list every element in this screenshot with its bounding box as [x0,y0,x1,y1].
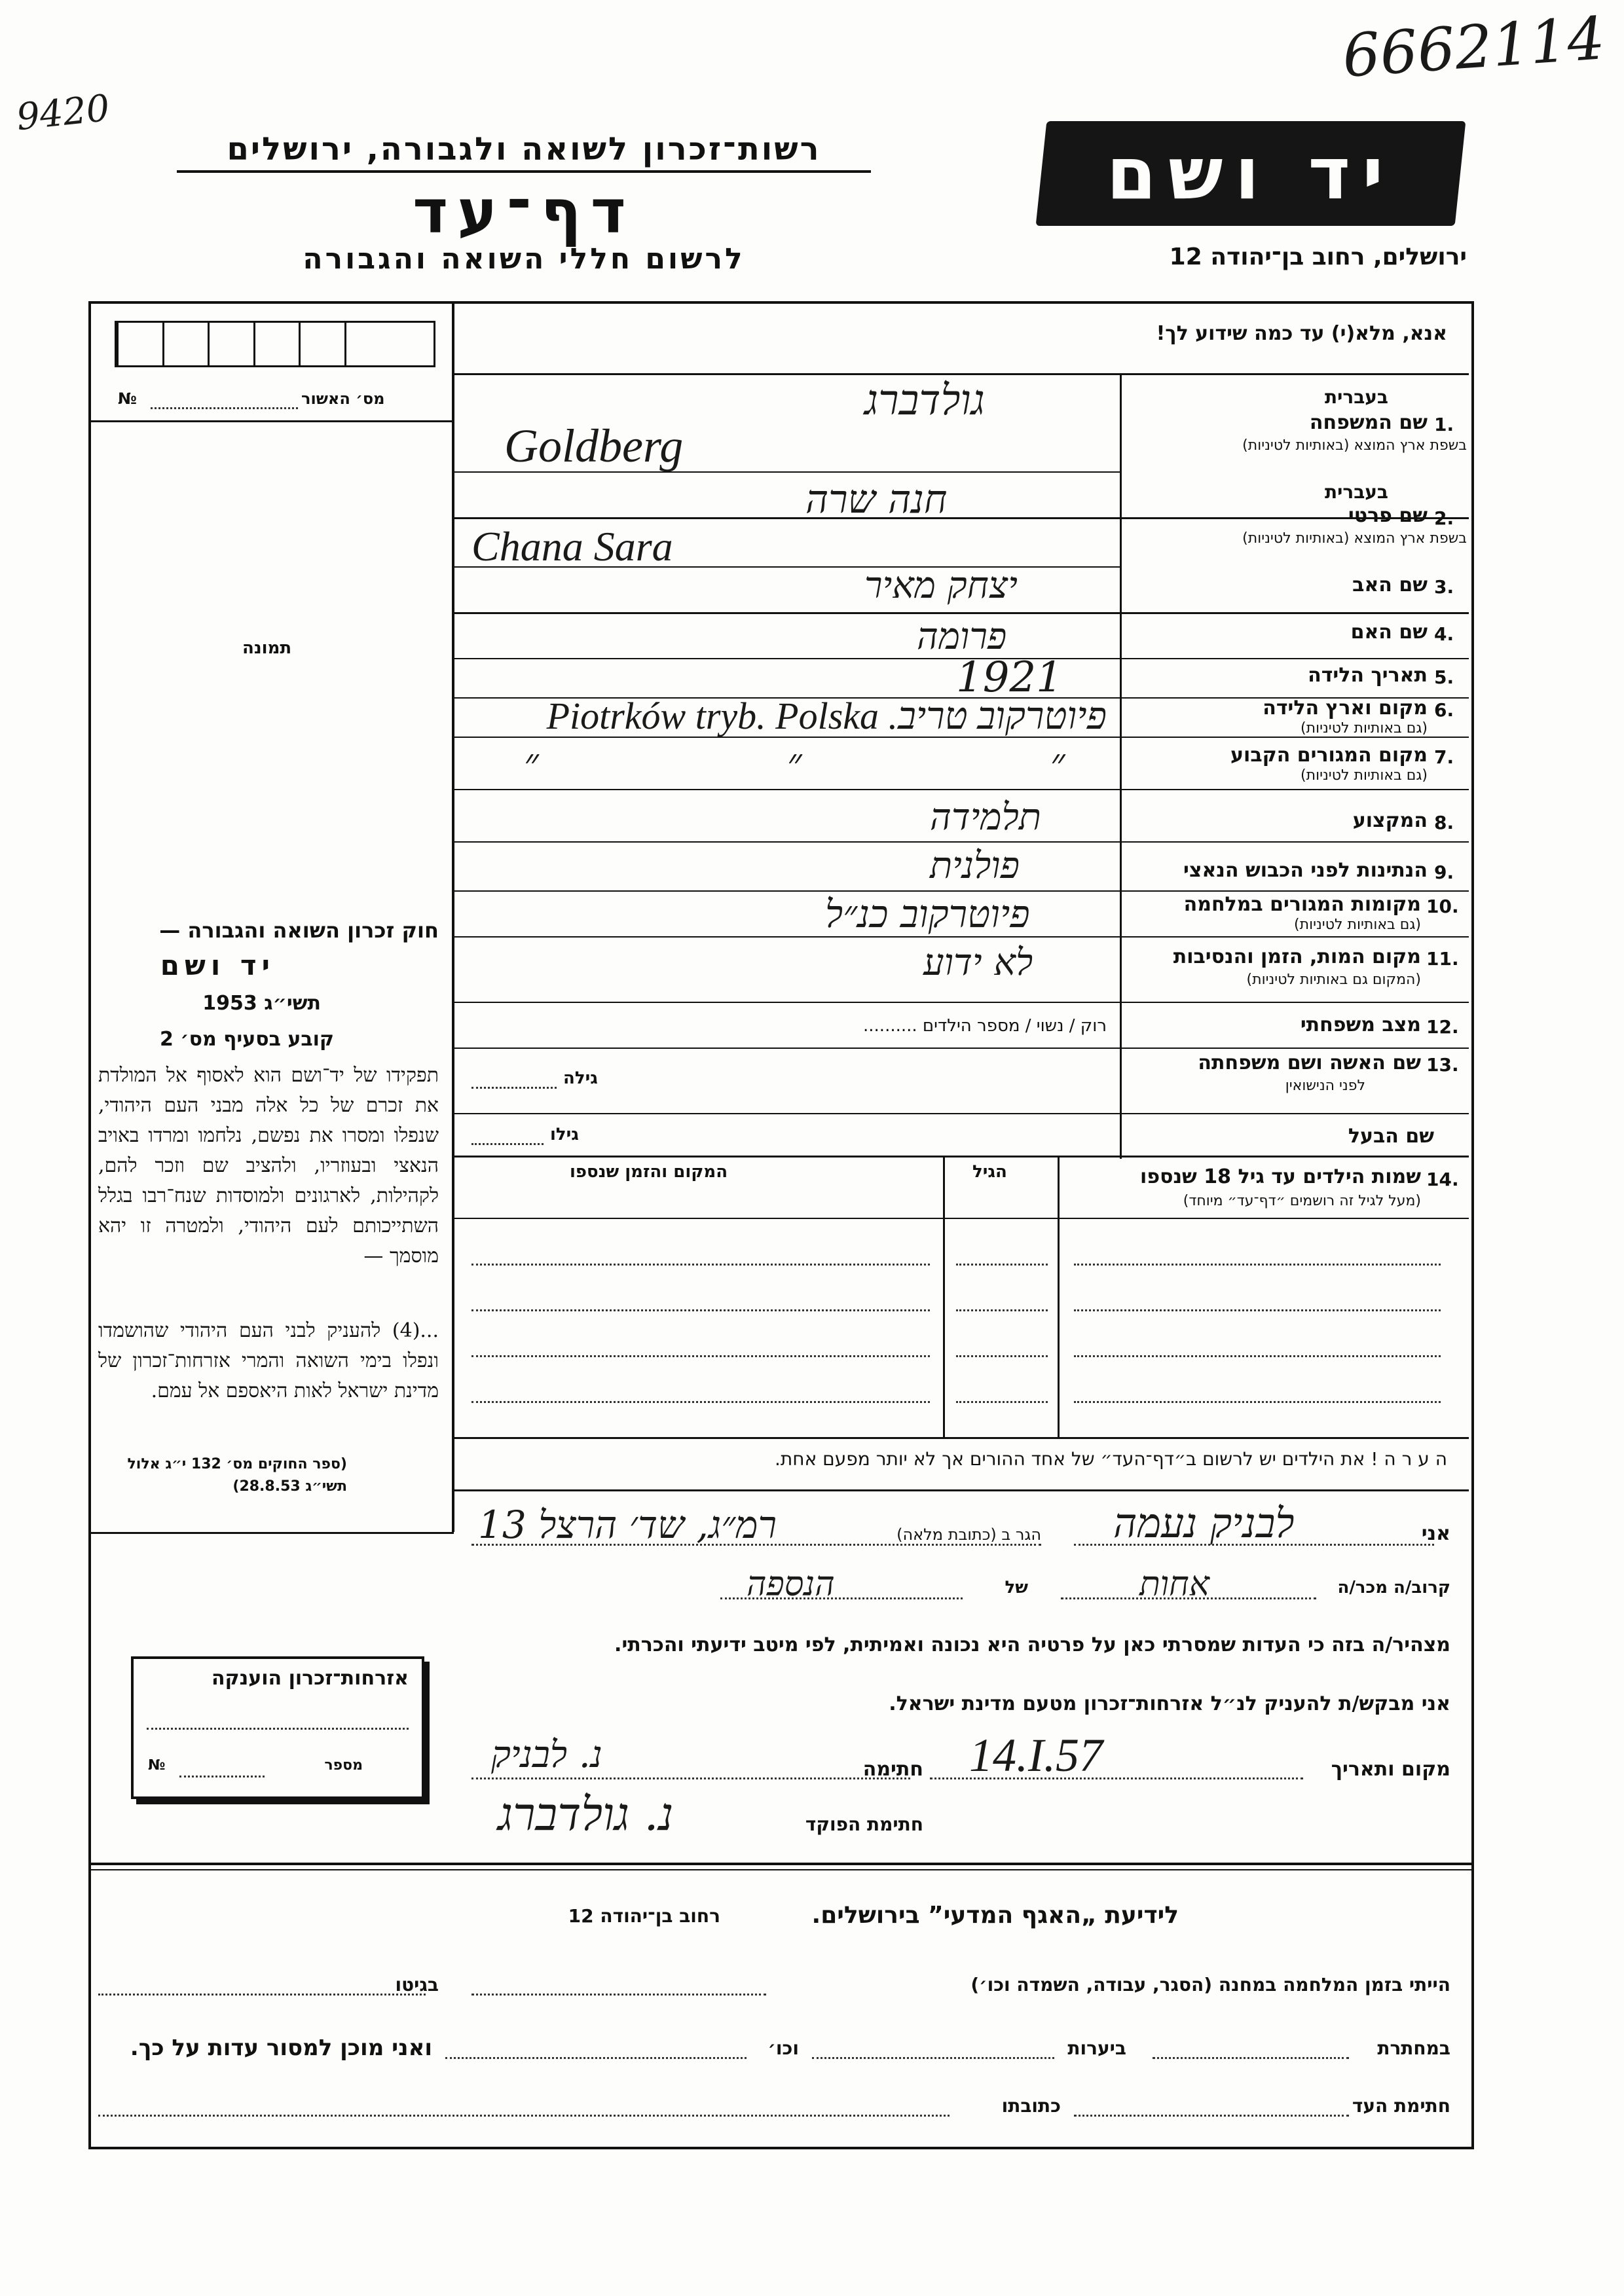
field-2-value-latin: Chana Sara [471,523,673,570]
form-title: דף־עד [413,177,635,247]
officer-signature: נ. גולדברג [498,1787,674,1841]
field-4-label: שם האם [1350,621,1428,644]
law-title: חוק זכרון השואה והגבורה — [159,918,439,943]
field-8-label: המקצוע [1352,809,1428,832]
form-instruction: אנא, מלא(י) עד כמה שידוע לך! [1156,322,1447,345]
declaration-residing: הגר ב (כתובת מלאה) [896,1525,1041,1544]
header-address: ירושלים, רחוב בן־יהודה 12 [1169,244,1467,270]
declarant-relation: אחות [1139,1565,1209,1604]
declaration-i-am: אני [1421,1522,1450,1545]
husband-label: שם הבעל [1348,1125,1434,1148]
field-8-num: 8. [1434,812,1454,833]
declaration-date: 14.I.57 [969,1729,1103,1781]
footer-heading: לידיעת „האגף המדעי” בירושלים. [811,1902,1179,1929]
declarant-signature: נ. לבניק [491,1734,602,1776]
children-place-column: המקום והזמן שנספו [570,1162,728,1182]
field-5-value: 1921 [956,653,1063,702]
hebrew-label-1: בעברית [1324,386,1388,408]
declaration-request: אני מבקש/ת להעניק לנ״ל אזרחות־זכרון מטעם מדינת ישראל. [889,1692,1450,1715]
field-7-latin-hint: (גם באותיות לטיניות) [1301,767,1428,784]
photo-label: תמונה [242,638,292,658]
field-6-label: מקום וארץ הלידה [1263,697,1428,720]
field-14-num: 14. [1426,1169,1459,1190]
citizenship-title: אזרחות־זכרון הוענקה [211,1667,409,1690]
field-11-sub: (המקום גם באותיות לטיניות) [1246,972,1421,988]
field-7-label: מקום המגורים הקבוע [1230,744,1428,767]
form-subtitle: לרשום חללי השואה והגבורה [303,242,745,276]
field-9-value: פולנית [930,845,1020,887]
field-9-num: 9. [1434,862,1454,883]
field-6-num: 6. [1434,699,1454,721]
footer-line2-testimony: ואני מוכן למסור עדות על כך. [130,2035,432,2061]
law-name: יד ושם [160,949,275,981]
field-6-latin-hint: (גם באותיות לטיניות) [1301,720,1428,737]
law-year: תשי״ג 1953 [202,992,321,1015]
field-2-value-hebrew: חנה שרה [805,477,948,522]
declaration-statement: מצהיר/ה בזה כי העדות שמסרתי כאן על פרטיה היא נכונה ואמיתית, לפי מיטב ידיעתי והכרתי. [614,1633,1450,1656]
law-section: קובע בסעיף מס׳ 2 [159,1028,334,1051]
declaration-of: של [1005,1578,1028,1597]
field-1-latin-hint: בשפת ארץ המוצא (באותיות לטיניות) [1242,437,1467,454]
citizenship-box [131,1656,424,1799]
field-14-label: שמות הילדים עד גיל 18 שנספו [1140,1165,1421,1188]
field-5-label: תאריך הלידה [1308,664,1428,687]
field-1-value-latin: Goldberg [504,420,684,472]
field-1-label: שם המשפחה [1309,411,1428,434]
field-4-value: פרומה [917,615,1007,658]
field-13-label: שם האשה ושם משפחתה [1198,1051,1421,1074]
yad-vashem-logo [1036,121,1466,226]
field-12-num: 12. [1426,1016,1459,1038]
children-note: ה ע ר ה ! את הילדים יש לרשום ב״דף־העד״ של אחד ההורים אך לא יותר מפעם אחת. [774,1448,1447,1470]
field-7-num: 7. [1434,746,1454,768]
approval-number-label: מס׳ האשור [301,390,385,408]
logo-text: יד ושם [1106,132,1395,215]
field-10-label: מקומות המגורים במלחמה [1183,893,1421,916]
law-text: תפקידו של יד־ושם הוא לאסוף אל המולדת את זכרם של כל אלה מבני העם היהודי, שנפלו ומסרו את נפשם, נלחמו ומרדו באויב הנאצי ובעוזריו, ולהציב שם וזכר להם, לקהילות, לארגונים ולמוסדות שנח־רבו בגלל השתייכותם לעם היהודי, ולמטרה זו יהא מוסמך — [98,1064,439,1267]
declaration-relative: קרוב/ה מכר/ה [1337,1578,1450,1597]
field-13-sub: לפני הנישואין [1285,1078,1365,1094]
field-8-value: תלמידה [930,796,1041,839]
field-13-num: 13. [1426,1054,1459,1076]
field-14-sub: (מעל לגיל זה רושמים ״דף־עד״ מיוחד) [1183,1193,1421,1209]
field-2-label: שם פרטי [1348,504,1428,527]
declarant-address: רמ״ג, שד׳ הרצל 13 [478,1503,777,1547]
field-13-age-label: גילה [563,1068,598,1088]
footer-line3-address: כתובתו [1001,2095,1061,2117]
field-4-num: 4. [1434,623,1454,645]
footer-line1-camp: הייתי בזמן המלחמה במחנה (הסגר, עבודה, השמדה וכו׳) [970,1974,1450,1995]
field-11-num: 11. [1426,948,1459,970]
field-3-num: 3. [1434,576,1454,598]
field-10-value: פיוטרקוב כנ״ל [825,892,1030,936]
footer-address: רחוב בן־יהודה 12 [568,1905,720,1927]
field-11-value: לא ידוע [923,941,1033,984]
husband-age-label: גילו [550,1125,579,1144]
place-date-label: מקום ותאריך [1331,1758,1450,1781]
field-12-label: מצב משפחתי [1300,1013,1421,1036]
field-11-label: מקום המות, הזמן והנסיבות [1173,945,1421,968]
footer-line1-ghetto: בגיטו [395,1974,439,1995]
field-1-value-hebrew: גולדברג [864,376,985,425]
field-5-num: 5. [1434,666,1454,688]
left-margin-annotation: 9420 [14,86,112,139]
field-10-num: 10. [1426,896,1459,917]
field-3-label: שם האב [1352,574,1428,596]
field-7-value: ״ ״ ״ [524,740,1183,786]
authority-title: רשות־זכרון לשואה ולגבורה, ירושלים [177,131,871,173]
field-12-value: רוק / נשוי / מספר הילדים .......... [863,1016,1107,1036]
declaration-deceased: הנספה [747,1565,835,1604]
law-reference: (ספר החוקים מס׳ 132 י״ג אלול תשי״ג 28.8.53) [127,1456,347,1495]
citizenship-number-mark: № [148,1757,166,1774]
law-text-2: ...(4) להעניק לבני העם היהודי שהושמדו ונפלו בימי השואה והמרי אזרחות־זכרון של מדינת ישראל לאות היאספם אל עמם. [98,1319,439,1402]
footer-line2-etc: וכו׳ [767,2037,799,2059]
children-age-column: הגיל [972,1162,1007,1182]
footer-line3-witness-signature: חתימת העד [1352,2095,1450,2117]
citizenship-number-label: מספר [324,1757,363,1774]
hebrew-label-2: בעברית [1324,481,1388,503]
field-1-num: 1. [1434,414,1454,435]
approval-number-mark: № [118,390,137,408]
field-9-label: הנתינות לפני הכבוש הנאצי [1183,859,1428,882]
footer-line2-underground: במחתרת [1377,2037,1450,2059]
declarant-name: לבניק נעמה [1113,1499,1295,1547]
officer-signature-label: חתימת הפוקד [805,1813,923,1835]
approval-number-boxes [115,321,435,363]
field-6-value: פיוטרקוב טריב. Piotrków tryb. Polska [546,695,1107,737]
footer-line2-forests: ביערות [1067,2037,1126,2059]
field-10-latin-hint: (גם באותיות לטיניות) [1294,917,1421,933]
field-2-num: 2. [1434,507,1454,529]
field-2-latin-hint: בשפת ארץ המוצא (באותיות לטיניות) [1242,530,1467,547]
field-3-value: יצחק מאיר [864,564,1018,607]
file-number-annotation: 6662114 [1340,4,1608,91]
signature-label: חתימה [862,1758,923,1781]
